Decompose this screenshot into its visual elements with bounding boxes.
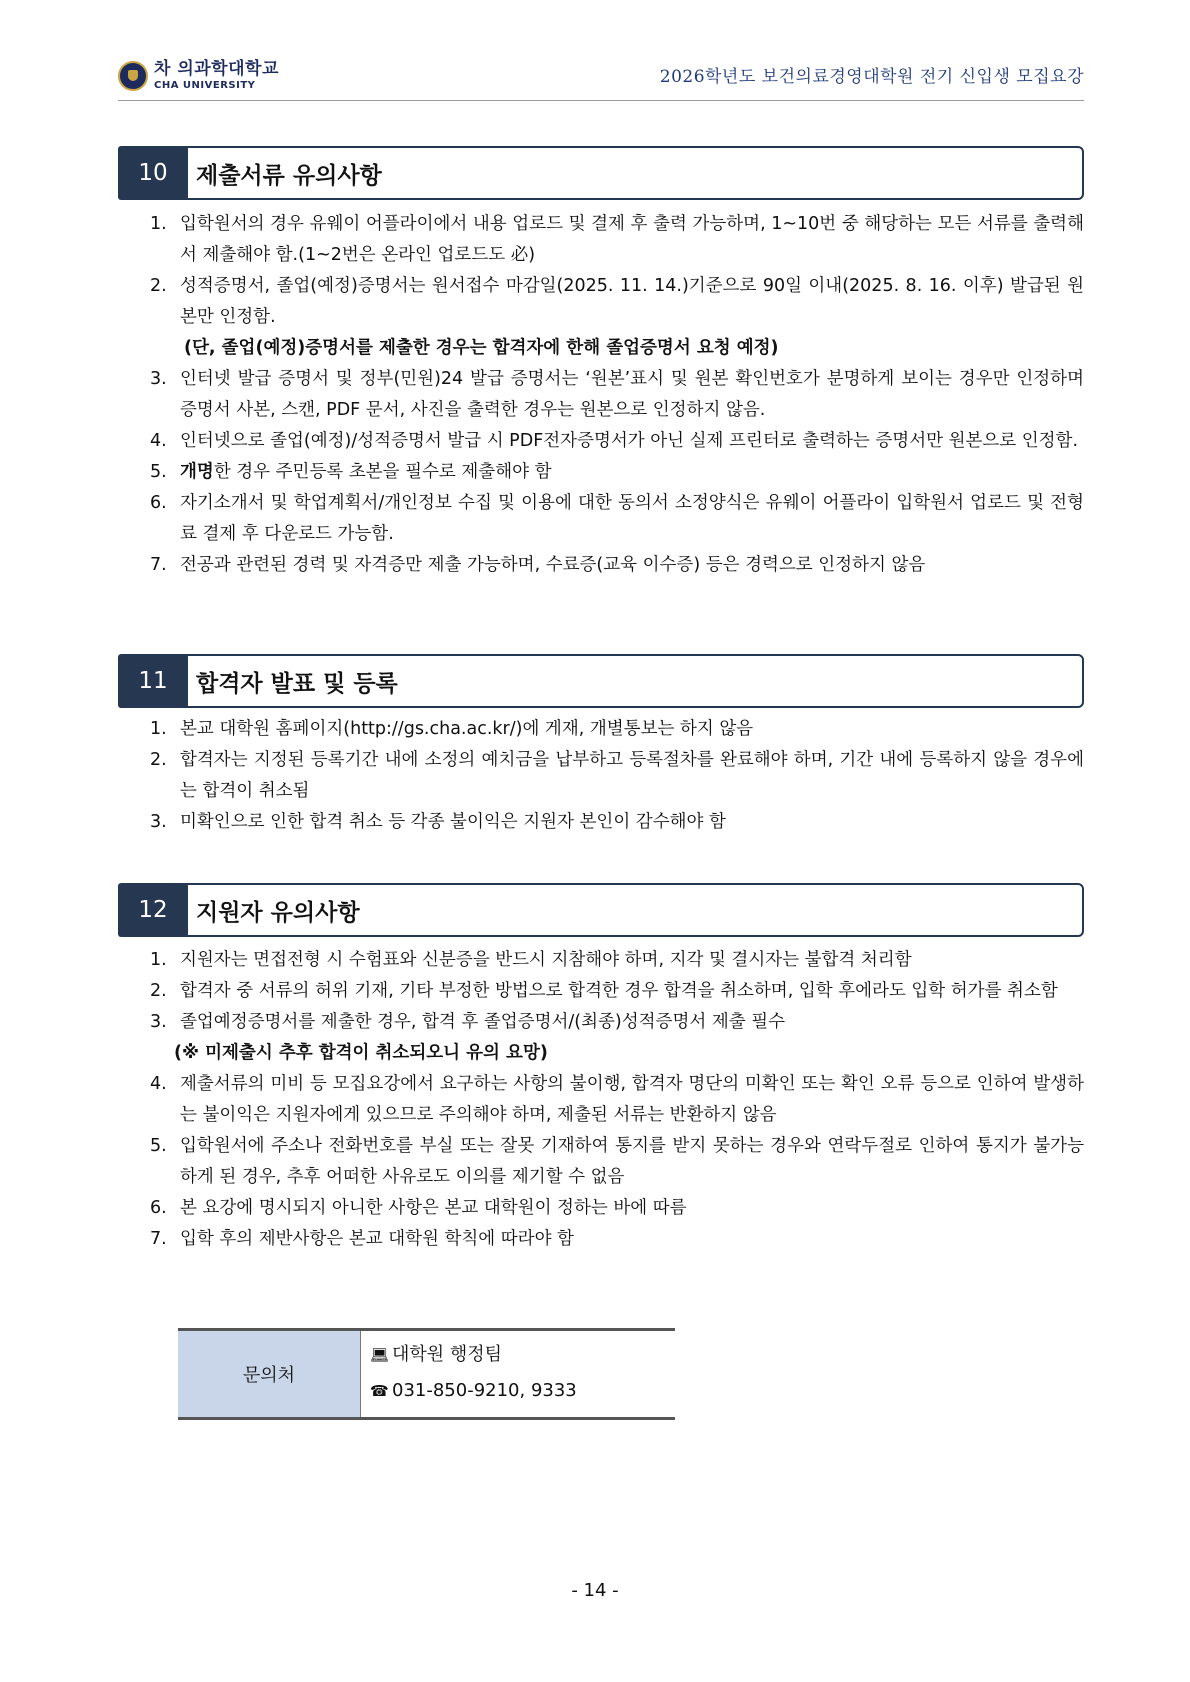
telephone-icon: ☎ xyxy=(370,1382,389,1400)
list-item: 2. 합격자는 지정된 등록기간 내에 소정의 예치금을 납부하고 등록절차를 완료해야 하며, 기간 내에 등록하지 않을 경우에는 합격이 취소됨 xyxy=(150,750,1084,801)
university-logo xyxy=(118,58,279,94)
section-title: 지원자 유의사항 xyxy=(196,899,360,926)
list-item: 7. 전공과 관련된 경력 및 자격증만 제출 가능하며, 수료증(교육 이수증) 등은 경력으로 인정하지 않음 xyxy=(150,555,926,575)
section-11-list xyxy=(150,714,1084,838)
computer-icon: 💻︎ xyxy=(370,1346,390,1364)
section-12-header xyxy=(118,883,1084,937)
section-title: 합격자 발표 및 등록 xyxy=(196,670,398,697)
page-header xyxy=(118,56,1084,101)
list-item: 3. 미확인으로 인한 합격 취소 등 각종 불이익은 지원자 본인이 감수해야 함 xyxy=(150,812,726,832)
section-title: 제출서류 유의사항 xyxy=(196,162,382,189)
section-12-note: (※ 미제출시 추후 합격이 취소되오니 유의 요망) xyxy=(174,1043,548,1063)
document-title: 2026학년도 보건의료경영대학원 전기 신입생 모집요강 xyxy=(659,67,1084,87)
university-seal-icon xyxy=(118,61,148,91)
section-number: 11 xyxy=(118,654,188,708)
list-item: 1. 지원자는 면접전형 시 수험표와 신분증을 반드시 지참해야 하며, 지각 및 결시자는 불합격 처리함 xyxy=(150,950,912,970)
contact-phone: ☎ 031-850-9210, 9333 xyxy=(370,1373,577,1409)
page-number: - 14 - xyxy=(571,1580,619,1601)
section-10-list xyxy=(150,209,1084,581)
list-item: 3. 인터넷 발급 증명서 및 정부(민원)24 발급 증명서는 ‘원본’표시 및 원본 확인번호가 분명하게 보이는 경우만 인정하며 증명서 사본, 스캔, PDF 문서, 사진을 출력한 경우는 원본으로 인정하지 않음. xyxy=(150,369,1084,420)
section-12-list xyxy=(150,945,1084,1255)
list-item: 5. 개명한 경우 주민등록 초본을 필수로 제출해야 함 xyxy=(150,462,552,482)
list-item: 4. 인터넷으로 졸업(예정)/성적증명서 발급 시 PDF전자증명서가 아닌 실제 프린터로 출력하는 증명서만 원본으로 인정함. xyxy=(150,431,1079,451)
list-item: 4. 제출서류의 미비 등 모집요강에서 요구하는 사항의 불이행, 합격자 명단의 미확인 또는 확인 오류 등으로 인하여 발생하는 불이익은 지원자에게 있으므로 주의해야 하며, 제출된 서류는 반환하지 않음 xyxy=(150,1074,1084,1125)
section-number: 12 xyxy=(118,883,188,937)
list-item: 2. 합격자 중 서류의 허위 기재, 기타 부정한 방법으로 합격한 경우 합격을 취소하며, 입학 후에라도 입학 허가를 취소함 xyxy=(150,981,1058,1001)
contact-table xyxy=(178,1328,675,1420)
list-item: 1. 본교 대학원 홈페이지(http://gs.cha.ac.kr/)에 게재, 개별통보는 하지 않음 xyxy=(150,719,754,739)
list-item: 3. 졸업예정증명서를 제출한 경우, 합격 후 졸업증명서/(최종)성적증명서 제출 필수 xyxy=(150,1012,786,1032)
section-number: 10 xyxy=(118,146,188,200)
list-item: 7. 입학 후의 제반사항은 본교 대학원 학칙에 따라야 함 xyxy=(150,1229,574,1249)
list-item: 6. 자기소개서 및 학업계획서/개인정보 수집 및 이용에 대한 동의서 소정양식은 유웨이 어플라이 입학원서 업로드 및 전형료 결제 후 다운로드 가능함. xyxy=(150,493,1084,544)
list-item: 5. 입학원서에 주소나 전화번호를 부실 또는 잘못 기재하여 통지를 받지 못하는 경우와 연락두절로 인하여 통지가 불가능하게 된 경우, 추후 어떠한 사유로도 이의를 제기할 수 없음 xyxy=(150,1136,1084,1187)
list-item: 1. 입학원서의 경우 유웨이 어플라이에서 내용 업로드 및 결제 후 출력 가능하며, 1~10번 중 해당하는 모든 서류를 출력해서 제출해야 함.(1~2번은 온라인 업로드도 必) xyxy=(150,214,1084,265)
contact-label: 문의처 xyxy=(178,1331,361,1417)
logo-english-name: CHA UNIVERSITY xyxy=(154,80,256,91)
section-10-note: (단, 졸업(예정)증명서를 제출한 경우는 합격자에 한해 졸업증명서 요청 예정) xyxy=(184,338,779,358)
contact-office: 💻︎ 대학원 행정팀 xyxy=(370,1337,577,1373)
logo-korean-name: 차 의과학대학교 xyxy=(154,59,279,79)
list-item: 6. 본 요강에 명시되지 아니한 사항은 본교 대학원이 정하는 바에 따름 xyxy=(150,1198,687,1218)
section-10-header xyxy=(118,146,1084,200)
list-item: 2. 성적증명서, 졸업(예정)증명서는 원서접수 마감일(2025. 11. 14.)기준으로 90일 이내(2025. 8. 16. 이후) 발급된 원본만 인정함. xyxy=(150,276,1084,327)
section-11-header xyxy=(118,654,1084,708)
